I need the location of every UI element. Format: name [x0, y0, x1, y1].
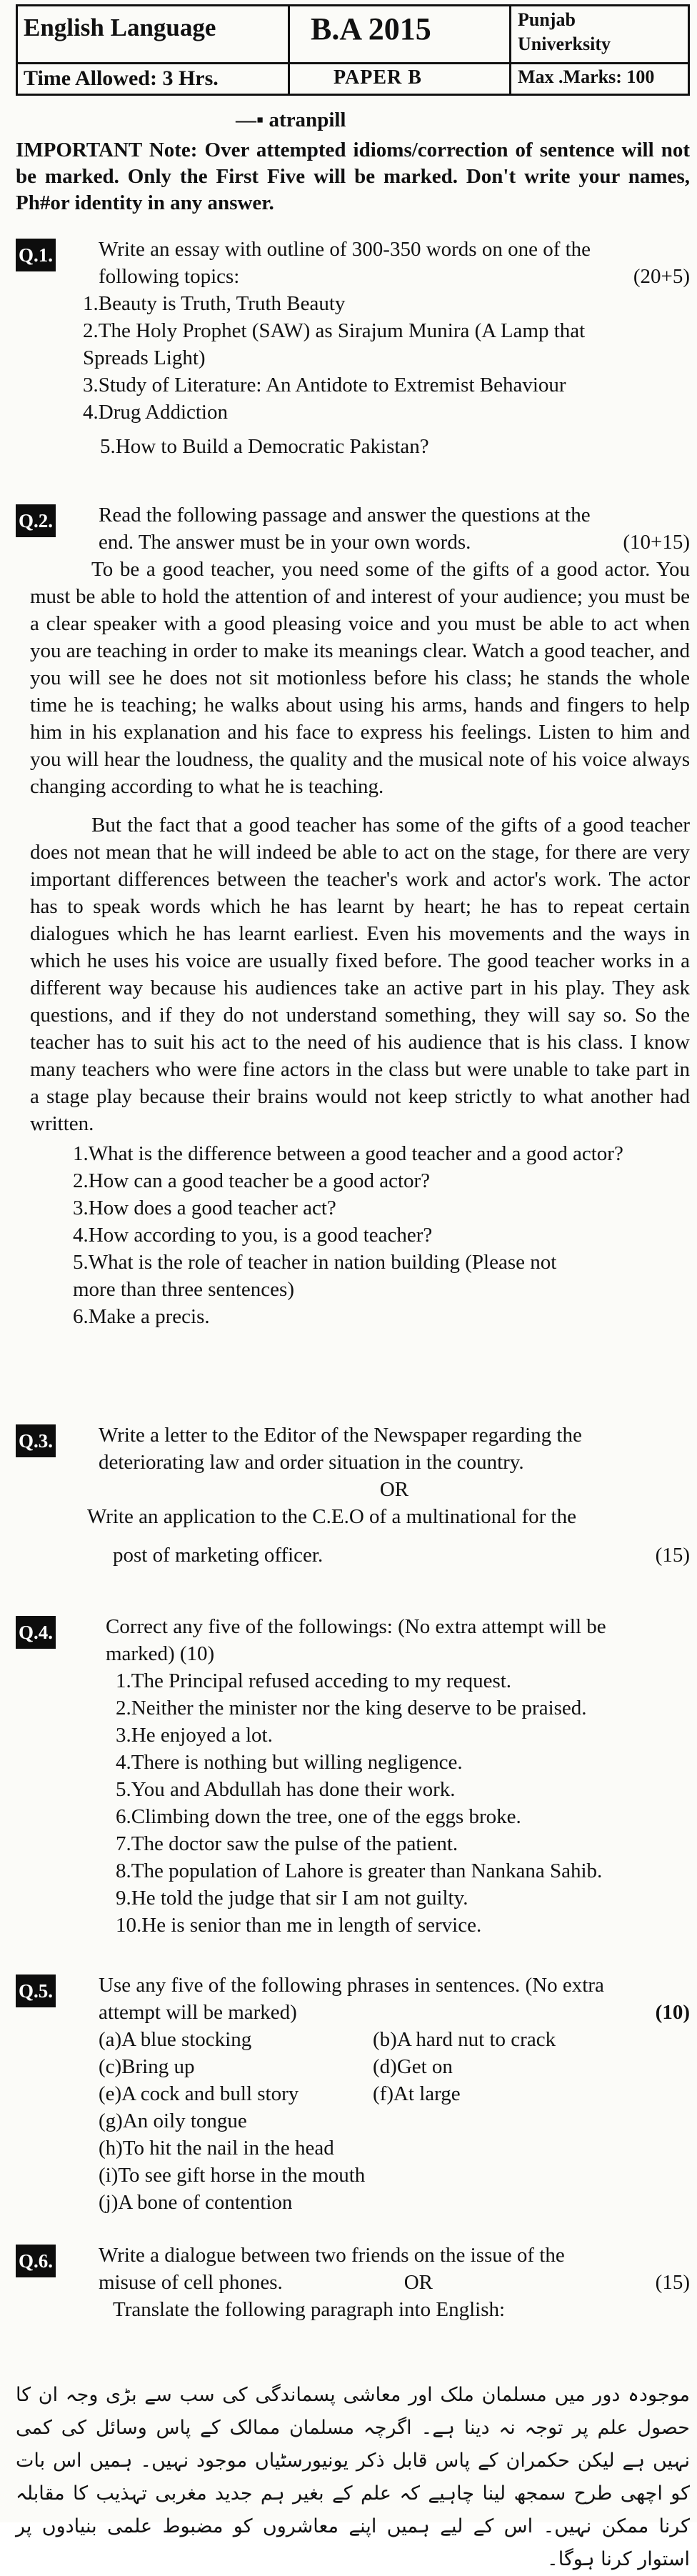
header-divider [509, 6, 511, 94]
list-item: 1.What is the difference between a good teacher and a good actor? [73, 1142, 623, 1165]
stem-line: Write an application to the C.E.O of a multinational for the [87, 1505, 576, 1528]
stem-line: Translate the following paragraph into English: [113, 2298, 506, 2321]
list-item: 8.The population of Lahore is greater than Nankana Sahib. [116, 1859, 603, 1882]
stem-line-text: attempt will be marked) [99, 2001, 297, 2024]
question-marks: (10+15) [623, 531, 690, 554]
phrase-item: (a)A blue stocking [99, 2028, 252, 2051]
stem-line [99, 529, 690, 556]
list-item: 5.What is the role of teacher in nation building (Please not [73, 1251, 557, 1274]
stem-line-text: end. The answer must be in your own words. [99, 531, 471, 554]
question-4 [16, 1613, 690, 1939]
list-item: 4.Drug Addiction [83, 401, 228, 424]
question-5 [16, 1972, 690, 2216]
phrase-item: (d)Get on [373, 2055, 453, 2078]
or-separator: OR [403, 2271, 433, 2294]
list-item: 2.The Holy Prophet (SAW) as Sirajum Munira (A Lamp that [83, 319, 586, 342]
question-badge: Q.1. [16, 239, 56, 271]
correction-list [59, 1667, 690, 1939]
list-item: 3.Study of Literature: An Antidote to Extremist Behaviour [83, 374, 566, 396]
stem-line: marked) (10) [106, 1642, 215, 1665]
question-stem [99, 2242, 690, 2323]
list-item: 9.He told the judge that sir I am not guilty. [116, 1887, 468, 1909]
list-item: 5.How to Build a Democratic Pakistan? [100, 435, 429, 458]
header-divider [18, 62, 688, 64]
question-badge: Q.4. [16, 1616, 56, 1649]
phrase-item: (c)Bring up [99, 2055, 195, 2078]
question-badge: Q.6. [16, 2245, 56, 2277]
phrase-grid [16, 2026, 690, 2107]
stem-line [99, 1999, 690, 2026]
university-line2: Univerksity [518, 34, 611, 54]
question-badge: Q.3. [16, 1424, 56, 1457]
phrase-item: (j)A bone of contention [99, 2191, 293, 2214]
header-table [16, 4, 690, 96]
list-item: 3.How does a good teacher act? [73, 1197, 336, 1219]
list-item: 3.He enjoyed a lot. [116, 1724, 273, 1747]
question-6 [16, 2242, 690, 2323]
stem-line-text: post of marketing officer. [113, 1544, 324, 1567]
stem-line: Write a dialogue between two friends on the issue of the [99, 2244, 565, 2267]
section-title: —▪ atranpill [236, 109, 346, 131]
phrase-item: (f)At large [373, 2082, 461, 2105]
stem-line [113, 1542, 690, 1569]
question-badge: Q.2. [16, 504, 56, 537]
stem-line: Write a letter to the Editor of the Newspaper regarding the [99, 1424, 582, 1447]
stem-line: deteriorating law and order situation in the country. [99, 1451, 524, 1474]
stem-line [99, 2269, 690, 2296]
stem-line-text: following topics: [99, 265, 240, 288]
or-separator: OR [379, 1478, 409, 1501]
list-item: 2.Neither the minister nor the king deserve to be praised. [116, 1697, 587, 1719]
list-item: 1.The Principal refused acceding to my request. [116, 1669, 512, 1692]
header-divider [288, 6, 290, 94]
urdu-paragraph: موجودہ دور میں مسلمان ملک اور معاشی پسماندگی کی سب سے بڑی وجہ ان کا حصول علم پر توجہ نہ دینا ہے۔ اگرچہ مسلمان ممالک کے پاس وسائل کی کمی نہیں ہے لیکن حکمران کے پاس قابل ذکر یونیورسٹیاں موجود نہیں۔ ہمیں اس بات کو اچھی طرح سمجھ لینا چاہیے کہ علم کے بغیر ہم جدید مغربی تہذیب کا مقابلہ کرنا ممکن نہیں۔ اس کے لیے ہمیں اپنے معاشروں کو مضبوط علمی بنیادوں پر استوار کرنا ہوگا۔ [16, 2384, 690, 2570]
question-stem [99, 501, 690, 556]
stem-line: Correct any five of the followings: (No extra attempt will be [106, 1615, 606, 1638]
passage-paragraph: But the fact that a good teacher has some of the gifts of a good teacher does not mean that he will indeed be able to act on the stage, for there are very important differences between the teacher's work and actor's work. The actor has to speak words which he has learnt by heart; he has to repeat certain dialogues which he has learnt earliest. Even his movements and the ways in which he uses his voice are usually fixed before. The good teacher works in a different way because his audiences take an active part in his play. They ask questions, and if they do not understand something, they will say so. So the teacher has to suit his act to the need of his audience that is his class. I know many teachers who were fine actors in the class but were unable to take part in a stage play because their brains would not keep strictly to what another had written. [30, 814, 690, 1135]
section-title-text: atranpill [269, 109, 346, 131]
question-stem [87, 1422, 690, 1569]
paper-label: PAPER B [334, 66, 422, 89]
question-marks: (15) [655, 1544, 690, 1567]
phrase-item: (h)To hit the nail in the head [99, 2137, 334, 2160]
list-item: 2.How can a good teacher be a good actor? [73, 1169, 431, 1192]
phrase-item: (b)A hard nut to crack [373, 2028, 556, 2051]
question-marks: (20+5) [633, 265, 690, 288]
list-item: 1.Beauty is Truth, Truth Beauty [83, 292, 346, 315]
phrase-item: (e)A cock and bull story [99, 2082, 299, 2105]
list-item: 4.There is nothing but willing negligence. [116, 1751, 463, 1774]
question-marks: (10) [655, 2001, 690, 2024]
list-item: 5.You and Abdullah has done their work. [116, 1778, 456, 1801]
question-stem [99, 1972, 690, 2026]
list-item: 6.Climbing down the tree, one of the eggs broke. [116, 1805, 521, 1828]
list-item: more than three sentences) [73, 1278, 294, 1301]
phrase-item: (i)To see gift horse in the mouth [99, 2164, 366, 2187]
topic-list [83, 290, 690, 460]
list-item: 10.He is senior than me in length of service. [116, 1914, 482, 1937]
comprehension-questions [16, 1140, 690, 1330]
subject-label: English Language [24, 14, 216, 41]
list-item: 4.How according to you, is a good teacher? [73, 1224, 433, 1247]
question-marks: (15) [655, 2271, 690, 2294]
stem-line [99, 263, 690, 290]
question-badge: Q.5. [16, 1975, 56, 2007]
list-item: Spreads Light) [83, 346, 206, 369]
list-item: 6.Make a precis. [73, 1305, 210, 1328]
question-3 [16, 1422, 690, 1569]
question-1 [16, 236, 690, 460]
important-note: IMPORTANT Note: Over attempted idioms/correction of sentence will not be marked. Only the First Five will be marked. Don't write your names, Ph#or identity in any answer. [16, 139, 690, 214]
exam-title: B.A 2015 [311, 11, 431, 46]
question-stem [106, 1613, 690, 1667]
university-name [518, 8, 611, 56]
reading-passage [30, 556, 690, 1137]
stem-line: Use any five of the following phrases in sentences. (No extra [99, 1974, 604, 1997]
passage-paragraph: To be a good teacher, you need some of the gifts of a good actor. You must be able to hold the attention of and interest of your audience; you must be a clear speaker with a good pleasing voice and you must be able to act when you are teaching in order to make its meanings clear. Watch a good teacher, and you will see he does not sit motionless before his class; he stands the whole time he is teaching; he walks about using his arms, hands and fingers to help him in his explanation and his face to express his feelings. Listen to him and you will hear the loudness, the quality and the musical note of his voice always changing according to what he is teaching. [30, 558, 690, 798]
stem-line-text: misuse of cell phones. [99, 2271, 283, 2294]
stem-line: Write an essay with outline of 300-350 words on one of the [99, 238, 591, 261]
stem-line: Read the following passage and answer the questions at the [99, 504, 591, 526]
time-allowed: Time Allowed: 3 Hrs. [24, 66, 219, 90]
question-stem [99, 236, 690, 290]
question-2 [16, 501, 690, 1330]
max-marks: Max .Marks: 100 [518, 66, 655, 87]
phrase-item: (g)An oily tongue [99, 2110, 247, 2132]
university-line1: Punjab [518, 9, 576, 30]
list-item: 7.The doctor saw the pulse of the patient. [116, 1832, 458, 1855]
